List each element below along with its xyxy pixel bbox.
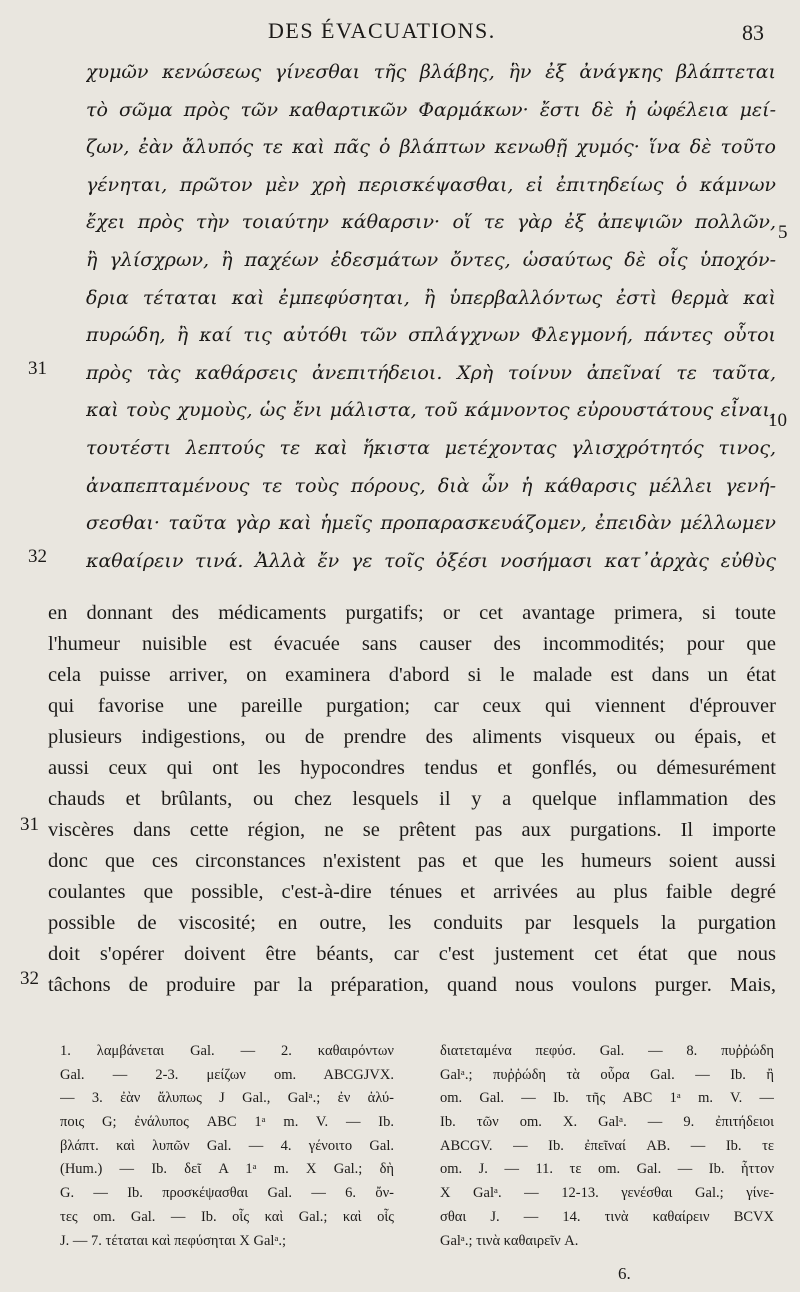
greek-line-12: ἀναπεπταμένους τε τοὺς πόρους, διὰ ὧν ἡ κάθαρσις μέλλει γενή- — [86, 474, 776, 497]
french-line-7: chauds et brûlants, ou chez lesquels il y a quelque inflammation des — [48, 788, 776, 810]
french-line-1: en donnant des médicaments purgatifs; or cet avantage primera, si toute — [48, 602, 776, 624]
footnote-line: σθαι J. — 14. τινὰ καθαίρειν BCVX — [440, 1208, 774, 1225]
signature-mark: 6. — [618, 1264, 631, 1283]
footnote-line: ABCGV. — Ib. ἐπεῖναί AB. — Ib. τε — [440, 1137, 774, 1154]
greek-margin-line-5: 5 — [778, 222, 788, 243]
footnote-line: (Hum.) — Ib. δεῖ A 1ᵃ m. X Gal.; δὴ — [60, 1161, 394, 1178]
footnote-line: ποις G; ἐνάλυπος ABC 1ᵃ m. V. — Ib. — [60, 1114, 394, 1131]
french-text-block — [48, 598, 776, 1001]
french-line-13: tâchons de produire par la préparation, quand nous voulons purger. Mais, — [48, 974, 776, 996]
footnote-line: — 3. ἐὰν ἄλυπως J Gal., Galᵃ.; ἐν ἀλύ- — [60, 1090, 394, 1107]
footnote-line: Galᵃ.; τινὰ καθαιρεῖν A. — [440, 1232, 579, 1249]
footnote-line: βλάπτ. καὶ λυπῶν Gal. — 4. γένοιτο Gal. — [60, 1137, 394, 1154]
running-head — [0, 14, 800, 48]
greek-line-14: καθαίρειν τινά. Ἀλλὰ ἔν γε τοῖς ὀξέσι νοσήμασι κατ᾽ἀρχὰς εὐθὺς — [86, 549, 776, 572]
greek-line-11: τουτέστι λεπτούς τε καὶ ἥκιστα μετέχοντας γλισχρότητός τινος, — [86, 436, 776, 459]
french-line-5: plusieurs indigestions, ou de prendre des aliments visqueux ou épais, et — [48, 726, 776, 748]
french-line-12: doit s'opérer doivent être béants, car c'est justement cet état que nous — [48, 943, 776, 965]
french-line-4: qui favorise une pareille purgation; car ceux qui viennent d'éprouver — [48, 695, 776, 717]
greek-line-3: ζων, ἐὰν ἄλυπός τε καὶ πᾶς ὁ βλάπτων κενωθῇ χυμός· ἵνα δὲ τοῦτο — [86, 136, 776, 159]
greek-margin-ref-31: 31 — [28, 358, 47, 379]
french-line-10: coulantes que possible, c'est-à-dire ténues et arrivées au plus faible degré — [48, 881, 776, 903]
greek-line-4: γένηται, πρῶτον μὲν χρὴ περισκέψασθαι, εἰ ἐπιτηδείως ὁ κάμνων — [86, 173, 776, 196]
greek-margin-line-10: 10 — [768, 410, 787, 431]
greek-margin-ref-32: 32 — [28, 546, 47, 567]
footnotes-left-column — [60, 1040, 394, 1253]
greek-line-8: πυρώδη, ἢ καί τις αὐτόθι τῶν σπλάγχνων Φλεγμονή, πάντες οὗτοι — [86, 324, 776, 347]
greek-line-10: καὶ τοὺς χυμοὺς, ὡς ἔνι μάλιστα, τοῦ κάμνοντος εὐρουστάτους εἶναι, — [86, 399, 776, 422]
greek-line-1: χυμῶν κενώσεως γίνεσθαι τῆς βλάβης, ἣν ἐξ ἀνάγκης βλάπτεται — [86, 61, 776, 83]
footnotes-right-column — [440, 1040, 774, 1253]
footnote-line: τες om. Gal. — Ib. οἷς καὶ Gal.; καὶ οἷς — [60, 1208, 394, 1225]
greek-line-2: τὸ σῶμα πρὸς τῶν καθαρτικῶν Φαρμάκων· ἔστι δὲ ἡ ὠφέλεια μεί- — [86, 98, 776, 121]
greek-line-7: δρια τέταται καὶ ἐμπεφύσηται, ἢ ὑπερβαλλόντως ἐστὶ θερμὰ καὶ — [86, 286, 776, 309]
greek-line-9: πρὸς τὰς καθάρσεις ἀνεπιτήδειοι. Χρὴ τοίνυν ἀπεῖναί τε ταῦτα, — [86, 361, 776, 384]
footnote-line: X Galᵃ. — 12-13. γενέσθαι Gal.; γίνε- — [440, 1185, 774, 1202]
french-line-6: aussi ceux qui ont les hypocondres tendus et gonflés, ou démesurément — [48, 757, 776, 779]
running-title: DES ÉVACUATIONS. — [268, 18, 496, 43]
greek-text-block — [86, 54, 776, 580]
greek-line-13: σεσθαι· ταῦτα γὰρ καὶ ἡμεῖς προπαρασκευάζομεν, ἐπειδὰν μέλλωμεν — [86, 512, 776, 535]
french-line-2: l'humeur nuisible est évacuée sans causer des incommodités; pour que — [48, 633, 776, 655]
footnote-line: Gal. — 2-3. μείζων om. ABCGJVX. — [60, 1066, 394, 1083]
footnote-line: G. — Ib. προσκέψασθαι Gal. — 6. ὄν- — [60, 1185, 394, 1202]
footnote-line: διατεταμένα πεφύσ. Gal. — 8. πυῤῥώδη — [440, 1043, 774, 1059]
greek-line-5: ἔχει πρὸς τὴν τοιαύτην κάθαρσιν· οἵ τε γὰρ ἐξ ἀπεψιῶν πολλῶν, — [86, 211, 776, 234]
footnote-line: om. Gal. — Ib. τῆς ABC 1ᵃ m. V. — — [440, 1090, 774, 1107]
footnote-line: Galᵃ.; πυῤῥώδη τὰ οὖρα Gal. — Ib. ἢ — [440, 1066, 774, 1083]
french-line-11: possible de viscosité; en outre, les conduits par lesquels la purgation — [48, 912, 776, 934]
french-margin-ref-32: 32 — [20, 968, 39, 989]
footnote-line: Ib. τῶν om. X. Galᵃ. — 9. ἐπιτήδειοι — [440, 1114, 774, 1131]
page-number: 83 — [742, 20, 764, 45]
footnote-line: om. J. — 11. τε om. Gal. — Ib. ἧττον — [440, 1161, 774, 1178]
greek-line-6: ἢ γλίσχρων, ἢ παχέων ἐδεσμάτων ὄντες, ὡσαύτως δὲ οἷς ὑποχόν- — [86, 248, 776, 271]
footnote-line: J. — 7. τέταται καὶ πεφύσηται X Galᵃ.; — [60, 1232, 287, 1249]
french-line-3: cela puisse arriver, on examinera d'abord si le malade est dans un état — [48, 664, 776, 686]
french-margin-ref-31: 31 — [20, 814, 39, 835]
french-line-8: viscères dans cette région, ne se prêtent pas aux purgations. Il importe — [48, 819, 776, 841]
footnotes — [60, 1040, 774, 1250]
footnote-line: 1. λαμβάνεται Gal. — 2. καθαιρόντων — [60, 1043, 394, 1059]
french-line-9: donc que ces circonstances n'existent pas et que les humeurs soient aussi — [48, 850, 776, 872]
